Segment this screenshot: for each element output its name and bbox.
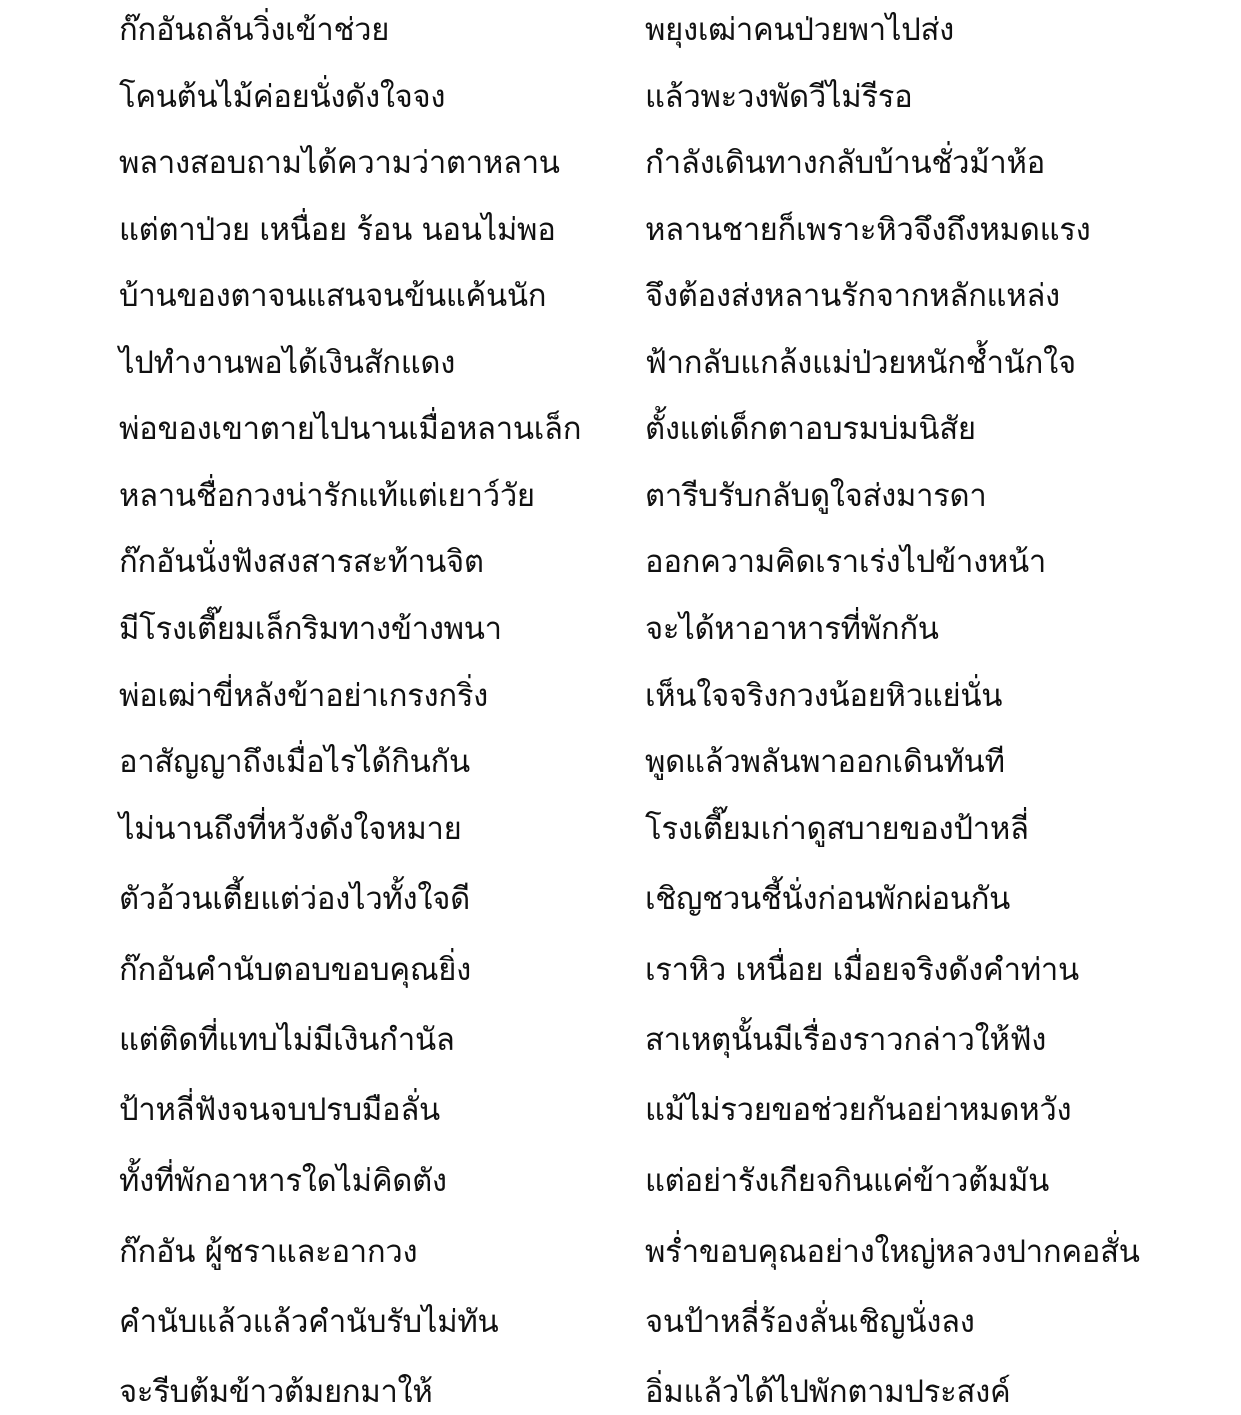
poem-line-17-right: แม้ไม่รวยขอช่วยกันอย่าหมดหวัง: [645, 1092, 1072, 1128]
poem-line-14-right: เชิญชวนชี้นั่งก่อนพักผ่อนกัน: [645, 881, 1011, 917]
poem-line-17-left: ป้าหลี่ฟังจนจบปรบมือลั่น: [119, 1092, 440, 1128]
poem-line-15-left: ก๊กอันคำนับตอบขอบคุณยิ่ง: [119, 952, 471, 988]
poem-line-3-right: กำลังเดินทางกลับบ้านชั่วม้าห้อ: [645, 145, 1045, 181]
poem-line-9-right: ออกความคิดเราเร่งไปข้างหน้า: [645, 544, 1047, 580]
poem-line-12-right: พูดแล้วพลันพาออกเดินทันที: [645, 744, 1005, 780]
poem-line-13-right: โรงเตี๊ยมเก่าดูสบายของป้าหลี่: [645, 811, 1029, 847]
poem-line-2-right: แล้วพะวงพัดวีไม่รีรอ: [645, 79, 913, 115]
poem-line-11-left: พ่อเฒ่าขี่หลังข้าอย่าเกรงกริ่ง: [119, 678, 489, 714]
poem-line-18-left: ทั้งที่พักอาหารใดไม่คิดตัง: [119, 1163, 447, 1199]
poem-line-21-left: จะรีบต้มข้าวต้มยกมาให้: [119, 1374, 433, 1410]
poem-line-19-right: พร่ำขอบคุณอย่างใหญ่หลวงปากคอสั่น: [645, 1234, 1140, 1270]
poem-line-10-right: จะได้หาอาหารที่พักกัน: [645, 611, 939, 647]
poem-line-2-left: โคนต้นไม้ค่อยนั่งดังใจจง: [119, 79, 446, 115]
poem-line-14-left: ตัวอ้วนเตี้ยแต่ว่องไวทั้งใจดี: [119, 881, 470, 917]
poem-line-20-left: คำนับแล้วแล้วคำนับรับไม่ทัน: [119, 1304, 499, 1340]
poem-line-16-right: สาเหตุนั้นมีเรื่องราวกล่าวให้ฟัง: [645, 1022, 1047, 1058]
poem-line-5-left: บ้านของตาจนแสนจนข้นแค้นนัก: [119, 278, 547, 314]
poem-line-19-left: ก๊กอัน ผู้ชราและอากวง: [119, 1234, 418, 1270]
poem-line-16-left: แต่ติดที่แทบไม่มีเงินกำนัล: [119, 1022, 455, 1058]
poem-line-4-left: แต่ตาป่วย เหนื่อย ร้อน นอนไม่พอ: [119, 212, 556, 248]
poem-line-8-right: ตารีบรับกลับดูใจส่งมารดา: [645, 478, 987, 514]
poem-line-1-right: พยุงเฒ่าคนป่วยพาไปส่ง: [645, 12, 954, 48]
poem-line-15-right: เราหิว เหนื่อย เมื่อยจริงดังคำท่าน: [645, 952, 1079, 988]
poem-line-5-right: จึงต้องส่งหลานรักจากหลักแหล่ง: [645, 278, 1060, 314]
poem-line-8-left: หลานชื่อกวงน่ารักแท้แต่เยาว์วัย: [119, 478, 535, 514]
poem-line-9-left: ก๊กอันนั่งฟังสงสารสะท้านจิต: [119, 544, 484, 580]
poem-line-6-left: ไปทำงานพอได้เงินสักแดง: [119, 345, 456, 381]
poem-line-6-right: ฟ้ากลับแกล้งแม่ป่วยหนักช้ำนักใจ: [645, 345, 1076, 381]
poem-line-1-left: ก๊กอันถลันวิ่งเข้าช่วย: [119, 12, 390, 48]
poem-line-21-right: อิ่มแล้วได้ไปพักตามประสงค์: [645, 1374, 1011, 1410]
poem-line-7-right: ตั้งแต่เด็กตาอบรมบ่มนิสัย: [645, 411, 976, 447]
poem-line-10-left: มีโรงเตี๊ยมเล็กริมทางข้างพนา: [119, 611, 502, 647]
poem-line-13-left: ไม่นานถึงที่หวังดังใจหมาย: [119, 811, 462, 847]
poem-line-11-right: เห็นใจจริงกวงน้อยหิวแย่นั่น: [645, 678, 1003, 714]
poem-line-20-right: จนป้าหลี่ร้องลั่นเชิญนั่งลง: [645, 1304, 975, 1340]
poem-line-12-left: อาสัญญาถึงเมื่อไรได้กินกัน: [119, 744, 470, 780]
poem-line-3-left: พลางสอบถามได้ความว่าตาหลาน: [119, 145, 560, 181]
poem-line-7-left: พ่อของเขาตายไปนานเมื่อหลานเล็ก: [119, 411, 582, 447]
poem-line-4-right: หลานชายก็เพราะหิวจึงถึงหมดแรง: [645, 212, 1091, 248]
poem-line-18-right: แต่อย่ารังเกียจกินแค่ข้าวต้มมัน: [645, 1163, 1050, 1199]
